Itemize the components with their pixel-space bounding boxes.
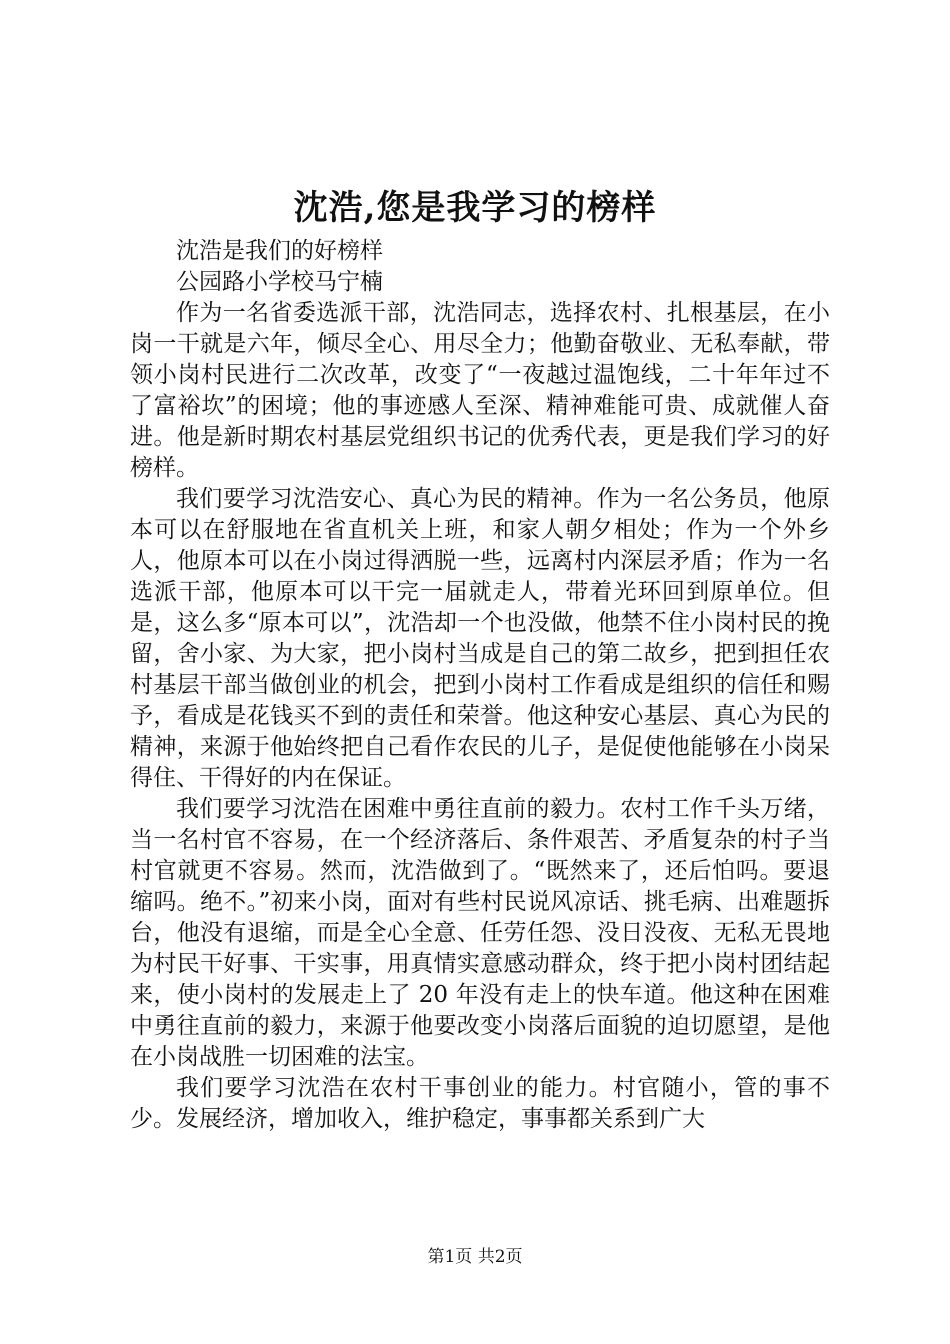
paragraph-author: 公园路小学校马宁楠 — [176, 269, 383, 295]
paragraph-ability: 我们要学习沈浩在农村干事创业的能力。村官随小，管的事不少。发展经济，增加收入，维护稳定，事事都关系到广大 — [130, 1075, 830, 1132]
paragraph-perseverance: 我们要学习沈浩在困难中勇往直前的毅力。农村工作千头万绪，当一名村官不容易，在一个经济落后、条件艰苦、矛盾复杂的村子当村官就更不容易。然而，沈浩做到了。“既然来了，还后怕吗。要退缩吗。绝不。”初来小岗，面对有些村民说风凉话、挑毛病、出难题拆台，他没有退缩，而是全心全意、任劳任怨、没日没夜、无私无畏地为村民干好事、干实事，用真情实意感动群众，终于把小岗村团结起来，使小岗村的发展走上了 20 年没有走上的快车道。他这种在困难中勇往直前的毅力，来源于他要改变小岗落后面貌的迫切愿望，是他在小岗战胜一切困难的法宝。 — [130, 796, 830, 1070]
page-footer: 第1页 共2页 — [427, 1247, 523, 1267]
paragraph-spirit: 我们要学习沈浩安心、真心为民的精神。作为一名公务员，他原本可以在舒服地在省直机关上班，和家人朝夕相处；作为一个外乡人，他原本可以在小岗过得洒脱一些，远离村内深层矛盾；作为一名选派干部，他原本可以干完一届就走人，带着光环回到原单位。但是，这么多“原本可以”，沈浩却一个也没做，他禁不住小岗村民的挽留，舍小家、为大家，把小岗村当成是自己的第二故乡，把到担任农村基层干部当做创业的机会，把到小岗村工作看成是组织的信任和赐予，看成是花钱买不到的责任和荣誉。他这种安心基层、真心为民的精神，来源于他始终把自己看作农民的儿子，是促使他能够在小岗呆得住、干得好的内在保证。 — [130, 486, 830, 791]
document-title: 沈浩,您是我学习的榜样 — [293, 188, 657, 228]
paragraph-subtitle: 沈浩是我们的好榜样 — [176, 238, 383, 264]
document-body — [130, 236, 830, 1135]
paragraph-intro: 作为一名省委选派干部，沈浩同志，选择农村、扎根基层，在小岗一干就是六年，倾尽全心、用尽全力；他勤奋敬业、无私奉献，带领小岗村民进行二次改革，改变了“一夜越过温饱线，二十年年过不了富裕坎”的困境；他的事迹感人至深、精神难能可贵、成就催人奋进。他是新时期农村基层党组织书记的优秀代表，更是我们学习的好榜样。 — [130, 300, 830, 481]
